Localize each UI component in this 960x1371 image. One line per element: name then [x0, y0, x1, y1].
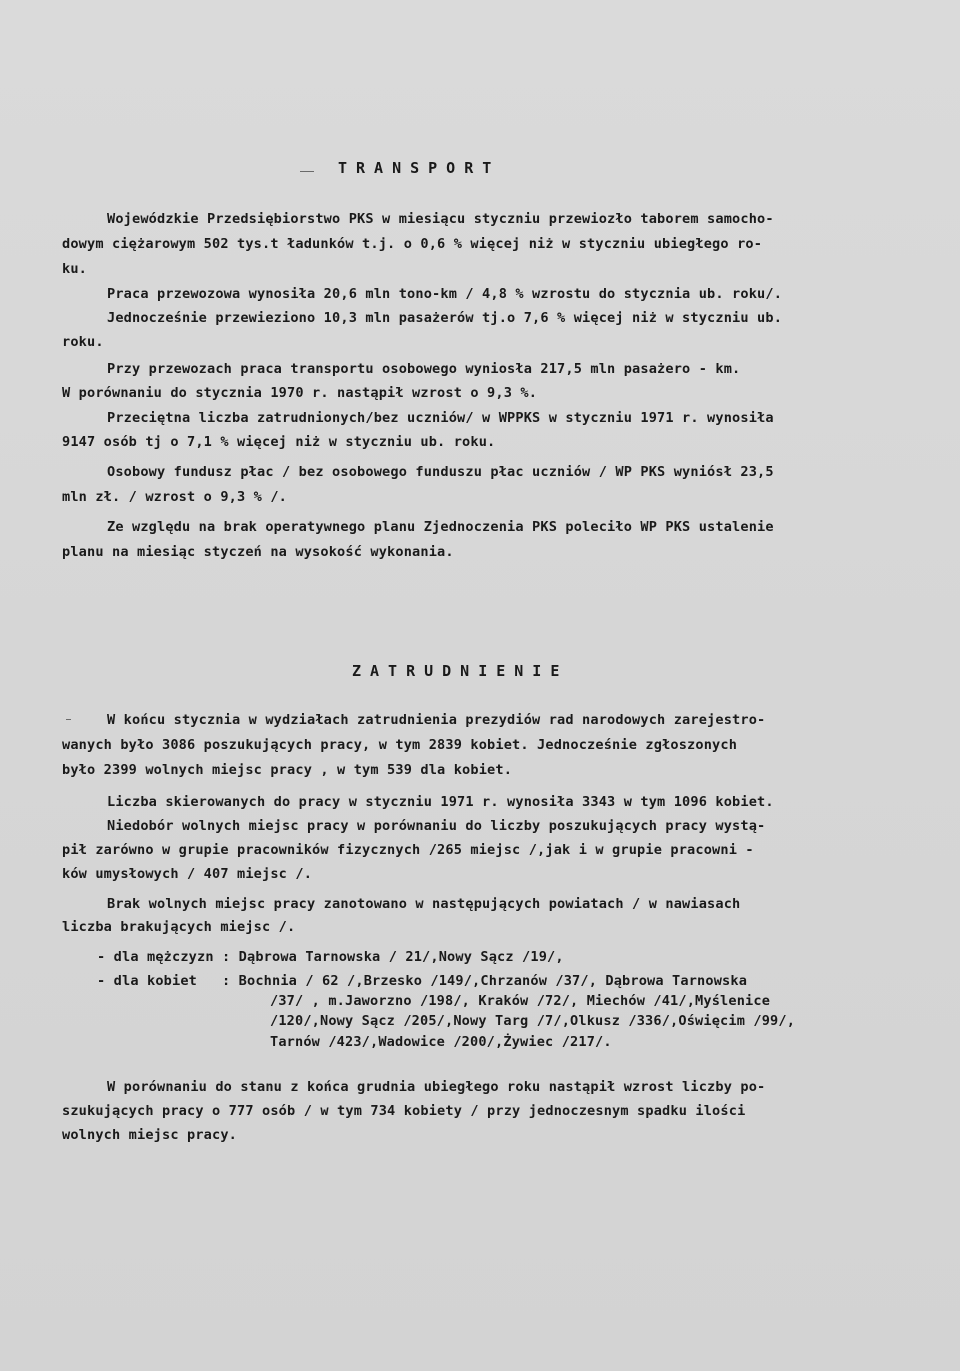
- transport-line: dowym ciężarowym 502 tys.t ładunków t.j. o 0,6 % więcej niż w styczniu ubiegłego ro-: [62, 236, 763, 252]
- transport-line: W porównaniu do stycznia 1970 r. nastąpił wzrost o 9,3 %.: [62, 385, 538, 401]
- transport-line: Przeciętna liczba zatrudnionych/bez uczniów/ w WPPKS w styczniu 1971 r. wynosiła: [107, 410, 774, 426]
- transport-line: ku.: [62, 261, 88, 277]
- transport-line: mln zł. / wzrost o 9,3 % /.: [62, 489, 288, 505]
- employment-line: liczba brakujących miejsc /.: [62, 919, 296, 935]
- employment-line: Brak wolnych miejsc pracy zanotowano w następujących powiatach / w nawiasach: [107, 896, 741, 912]
- employment-line: szukujących pracy o 777 osób / w tym 734 kobiety / przy jednoczesnym spadku ilości: [62, 1103, 746, 1119]
- employment-line: było 2399 wolnych miejsc pracy , w tym 539 dla kobiet.: [62, 762, 513, 778]
- employment-line: wanych było 3086 poszukujących pracy, w tym 2839 kobiet. Jednocześnie zgłoszonych: [62, 737, 738, 753]
- employment-list-women-cont: Tarnów /423/,Wadowice /200/,Żywiec /217/.: [270, 1034, 612, 1050]
- employment-list-men: - dla mężczyzn : Dąbrowa Tarnowska / 21/,Nowy Sącz /19/,: [97, 949, 564, 965]
- transport-line: planu na miesiąc styczeń na wysokość wykonania.: [62, 544, 454, 560]
- employment-line: Niedobór wolnych miejsc pracy w porównaniu do liczby poszukujących pracy wystą-: [107, 818, 766, 834]
- scan-mark: [300, 171, 314, 172]
- transport-line: Ze względu na brak operatywnego planu Zjednoczenia PKS poleciło WP PKS ustalenie: [107, 519, 774, 535]
- transport-line: Przy przewozach praca transportu osobowego wyniosła 217,5 mln pasażero - km.: [107, 361, 741, 377]
- transport-line: 9147 osób tj o 7,1 % więcej niż w styczniu ub. roku.: [62, 434, 496, 450]
- margin-mark: [66, 719, 71, 720]
- transport-line: roku.: [62, 334, 104, 350]
- transport-line: Jednocześnie przewieziono 10,3 mln pasażerów tj.o 7,6 % więcej niż w styczniu ub.: [107, 310, 783, 326]
- employment-line: W końcu stycznia w wydziałach zatrudnienia prezydiów rad narodowych zarejestro-: [107, 712, 766, 728]
- transport-line: Praca przewozowa wynosiła 20,6 mln tono-km / 4,8 % wzrostu do stycznia ub. roku/.: [107, 286, 783, 302]
- transport-line: Wojewódzkie Przedsiębiorstwo PKS w miesiącu styczniu przewiozło taborem samocho-: [107, 211, 774, 227]
- employment-list-women: - dla kobiet : Bochnia / 62 /,Brzesko /149/,Chrzanów /37/, Dąbrowa Tarnowska: [97, 973, 748, 989]
- section-heading-zatrudnienie: ZATRUDNIENIE: [352, 662, 569, 680]
- employment-line: ków umysłowych / 407 miejsc /.: [62, 866, 313, 882]
- transport-line: Osobowy fundusz płac / bez osobowego funduszu płac uczniów / WP PKS wyniósł 23,5: [107, 464, 774, 480]
- employment-line: wolnych miejsc pracy.: [62, 1127, 238, 1143]
- section-heading-transport: TRANSPORT: [338, 159, 501, 177]
- employment-list-women-cont: /120/,Nowy Sącz /205/,Nowy Targ /7/,Olkusz /336/,Oświęcim /99/,: [270, 1013, 796, 1029]
- employment-line: pił zarówno w grupie pracowników fizycznych /265 miejsc /,jak i w grupie pracowni -: [62, 842, 754, 858]
- employment-line: Liczba skierowanych do pracy w styczniu 1971 r. wynosiła 3343 w tym 1096 kobiet.: [107, 794, 774, 810]
- employment-line: W porównaniu do stanu z końca grudnia ubiegłego roku nastąpił wzrost liczby po-: [107, 1079, 766, 1095]
- employment-list-women-cont: /37/ , m.Jaworzno /198/, Kraków /72/, Miechów /41/,Myślenice: [270, 993, 771, 1009]
